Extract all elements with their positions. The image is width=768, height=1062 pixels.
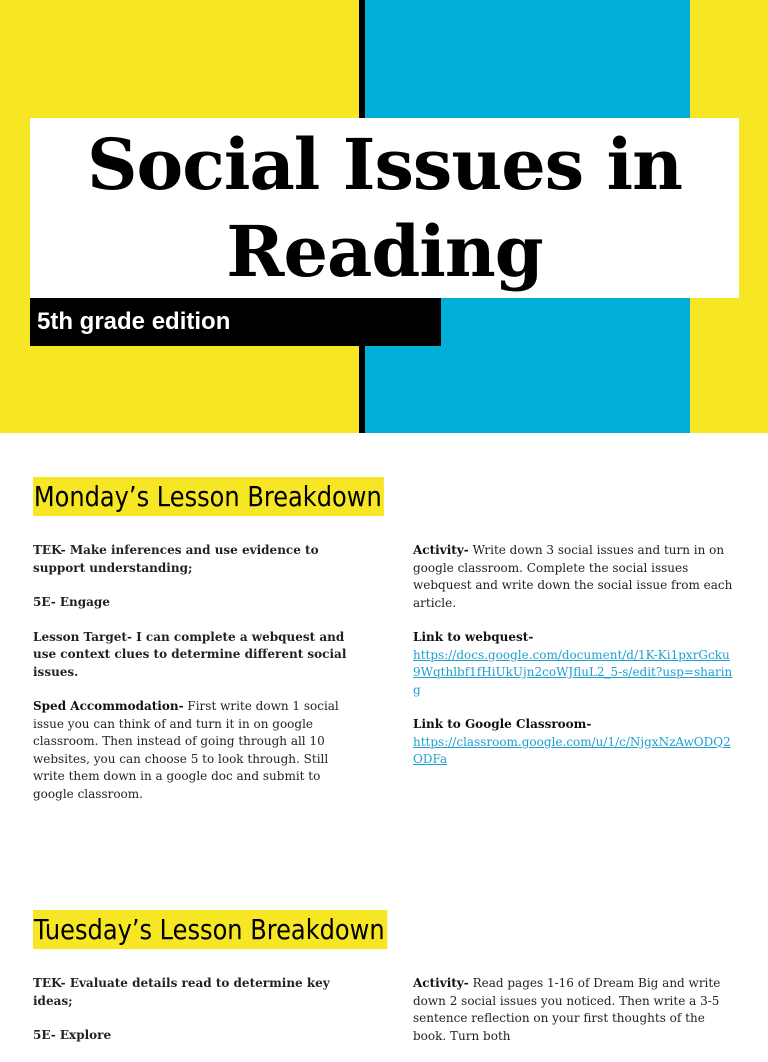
tuesday-activity-label: Activity- — [413, 976, 469, 990]
monday-tek — [33, 542, 363, 577]
monday-classroom — [413, 716, 733, 769]
monday-sped-accommodation — [33, 698, 363, 803]
monday-5e-text: Engage — [59, 595, 110, 609]
tuesday-5e-label: 5E- — [33, 1028, 56, 1042]
monday-activity — [413, 542, 733, 612]
tuesday-slide — [0, 863, 768, 1043]
monday-sped-text: First write down 1 social issue you can think of and turn it in on google classroom. Then instead of going through all 10 websites, you can choose 5 to look through. Still write them down in a google doc and submit to google classroom. — [33, 699, 339, 801]
monday-tek-label: TEK- — [33, 543, 66, 557]
monday-sped-label: Sped Accommodation- — [33, 699, 184, 713]
subtitle-bar — [30, 298, 441, 346]
tuesday-right-column — [413, 975, 733, 1062]
tuesday-left-column — [33, 975, 363, 1062]
monday-lesson-target — [33, 629, 363, 682]
tuesday-5e-text: Explore — [59, 1028, 112, 1042]
tuesday-tek — [33, 975, 363, 1010]
tuesday-tek-text: Evaluate details read to determine key ideas; — [33, 976, 330, 1008]
monday-target-text: I can complete a webquest and use context clues to determine different social issues. — [33, 629, 347, 679]
slide-subtitle: 5th grade edition — [37, 308, 231, 335]
classroom-label: Link to Google Classroom- — [413, 717, 592, 731]
tuesday-5e — [33, 1027, 363, 1045]
monday-5e — [33, 594, 363, 612]
tuesday-tek-label: TEK- — [33, 976, 66, 990]
tuesday-activity-text: Read pages 1-16 of Dream Big and write down 2 social issues you noticed. Then write a 3-5 sentence reflection on your first thoughts of the book. Turn both — [413, 976, 721, 1043]
title-box — [30, 118, 739, 298]
tuesday-heading: Tuesday’s Lesson Breakdown — [33, 910, 387, 949]
monday-right-column — [413, 542, 733, 786]
monday-webquest — [413, 629, 733, 699]
monday-activity-label: Activity- — [413, 543, 469, 557]
monday-left-column — [33, 542, 363, 820]
tuesday-activity — [413, 975, 733, 1045]
webquest-link[interactable]: https://docs.google.com/document/d/1K-Ki1pxrGcku9Wqthlbf1fHiUkUjn2coWJfluL2_5-s/edit?usp=sharing — [413, 647, 733, 697]
monday-5e-label: 5E- — [33, 595, 56, 609]
monday-tek-text: Make inferences and use evidence to support understanding; — [33, 543, 319, 575]
monday-target-label: Lesson Target- — [33, 629, 132, 644]
monday-heading: Monday’s Lesson Breakdown — [33, 477, 384, 516]
monday-activity-text: Write down 3 social issues and turn in on google classroom. Complete the social issues webquest and write down the social issue from each article. — [413, 543, 733, 610]
title-slide — [0, 0, 768, 433]
monday-slide — [0, 433, 768, 863]
slide-title: Social Issues in Reading — [86, 123, 683, 293]
webquest-label: Link to webquest- — [413, 630, 534, 644]
google-classroom-link[interactable]: https://classroom.google.com/u/1/c/NjgxNzAwODQ2ODFa — [413, 734, 731, 766]
